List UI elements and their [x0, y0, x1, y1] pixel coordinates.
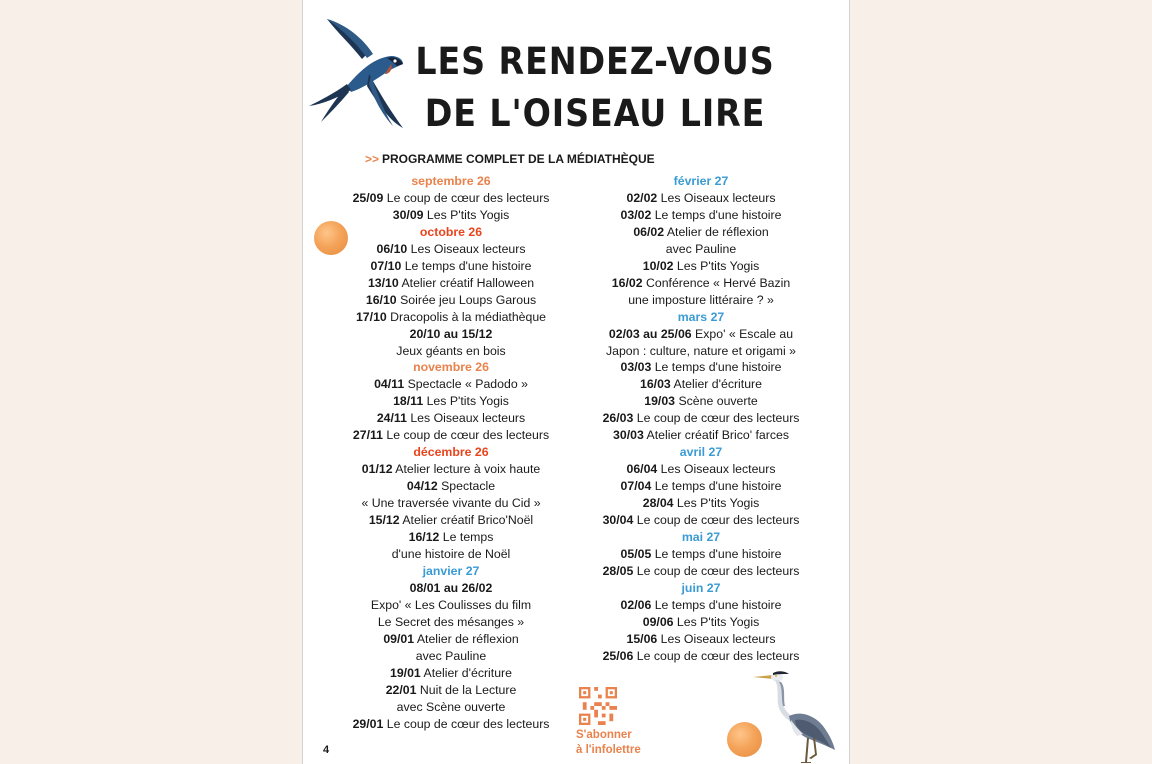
event-title: Le coup de cœur des lecteurs: [633, 513, 800, 528]
event-title: Expo' « Les Coulisses du film: [370, 597, 532, 612]
event-date: 25/06: [602, 648, 634, 663]
page-number: 4: [323, 744, 330, 756]
event-title: Le temps d'une histoire: [651, 207, 782, 222]
month-heading: février 27: [673, 174, 729, 188]
event-item: [576, 410, 826, 427]
event-date: 17/10: [355, 309, 387, 324]
event-date: 16/12: [408, 530, 440, 545]
event-title: Atelier créatif Brico'Noël: [399, 513, 534, 528]
event-item: [326, 275, 576, 292]
event-title: avec Pauline: [665, 241, 737, 256]
event-item: [326, 309, 576, 326]
event-item: [326, 682, 576, 699]
event-title: Le coup de cœur des lecteurs: [633, 563, 800, 578]
event-date: 02/02: [626, 190, 658, 205]
event-date: 30/09: [392, 207, 424, 222]
event-item: [576, 292, 826, 309]
event-date: 06/02: [633, 224, 665, 239]
month-heading: novembre 26: [413, 360, 489, 375]
event-title: Spectacle « Padodo »: [404, 377, 528, 392]
subscribe-line-1: S'abonner: [576, 729, 632, 741]
event-item: [326, 529, 576, 546]
month-heading: septembre 26: [411, 174, 491, 188]
event-date: 07/04: [620, 479, 652, 494]
event-item: [576, 427, 826, 444]
event-title: Conférence « Hervé Bazin: [642, 275, 791, 290]
event-item: [326, 376, 576, 393]
event-title: Soirée jeu Loups Garous: [396, 292, 537, 307]
event-title: Atelier créatif Halloween: [398, 275, 535, 290]
event-title: Atelier d'écriture: [670, 377, 762, 392]
event-title: Les P'tits Yogis: [423, 394, 509, 409]
event-title: Atelier de réflexion: [664, 224, 769, 239]
arrows-icon: >>: [365, 152, 380, 166]
event-title: Atelier de réflexion: [414, 631, 519, 646]
event-item: [326, 461, 576, 478]
event-item: [576, 512, 826, 529]
month-heading: janvier 27: [422, 563, 480, 578]
event-title: Atelier d'écriture: [420, 665, 512, 680]
month-heading: juin 27: [681, 580, 721, 595]
event-item: [326, 478, 576, 495]
event-date: 18/11: [393, 394, 424, 409]
event-date: 19/01: [390, 665, 421, 680]
event-item: [576, 393, 826, 410]
event-item: [576, 275, 826, 292]
event-date: 16/03: [640, 377, 671, 392]
event-item: [576, 207, 826, 224]
event-item: [326, 580, 576, 597]
event-date: 02/03 au 25/06: [608, 326, 692, 341]
event-title: Les Oiseaux lecteurs: [657, 462, 776, 477]
event-item: [326, 190, 576, 207]
event-item: [576, 631, 826, 648]
event-title: Spectacle: [437, 479, 496, 494]
swallow-illustration: [307, 14, 407, 132]
event-title: Le Secret des mésanges »: [377, 614, 525, 629]
event-date: 19/03: [644, 394, 676, 409]
event-item: [576, 461, 826, 478]
event-date: 16/10: [365, 292, 397, 307]
event-item: [576, 224, 826, 241]
event-title: Le temps d'une histoire: [651, 479, 782, 494]
event-date: 27/11: [352, 428, 383, 443]
event-date: 02/06: [620, 597, 652, 612]
schedule-column-right: [576, 173, 826, 665]
event-date: 25/09: [352, 190, 384, 205]
month-heading: décembre 26: [413, 445, 489, 460]
event-item: [576, 258, 826, 275]
event-item: [576, 241, 826, 258]
subtitle-text: PROGRAMME COMPLET DE LA MÉDIATHÈQUE: [382, 152, 655, 166]
event-title: avec Pauline: [415, 648, 487, 663]
event-item: [326, 393, 576, 410]
event-date: 06/10: [376, 241, 408, 256]
brochure-page: [302, 0, 850, 764]
event-item: [326, 546, 576, 563]
event-date: 26/03: [602, 411, 634, 426]
event-title: Le temps d'une histoire: [651, 597, 782, 612]
event-title: Les P'tits Yogis: [673, 258, 760, 273]
event-item: [576, 546, 826, 563]
event-date: 30/03: [613, 428, 644, 443]
event-date: 24/11: [376, 411, 407, 426]
event-title: Expo' « Escale au: [691, 326, 794, 341]
event-item: [576, 478, 826, 495]
event-title: Le temps d'une histoire: [401, 258, 532, 273]
event-date: 30/04: [602, 513, 634, 528]
event-item: [326, 410, 576, 427]
event-item: [576, 343, 826, 360]
event-title: Les Oiseaux lecteurs: [657, 631, 776, 646]
event-date: 10/02: [642, 258, 674, 273]
event-title: une imposture littéraire ? »: [628, 292, 774, 307]
event-date: 03/02: [620, 207, 652, 222]
event-date: 03/03: [620, 360, 652, 375]
event-title: Nuit de la Lecture: [416, 682, 517, 697]
subscribe-line-2: à l'infolettre: [576, 744, 641, 756]
event-title: d'une histoire de Noël: [391, 546, 511, 561]
event-item: [576, 648, 826, 665]
event-date: 04/11: [374, 377, 405, 392]
event-title: Les P'tits Yogis: [673, 614, 760, 629]
event-title: Le coup de cœur des lecteurs: [633, 648, 800, 663]
event-date: 28/05: [602, 563, 634, 578]
event-item: [576, 495, 826, 512]
event-title: Les P'tits Yogis: [673, 496, 760, 511]
event-title: Les P'tits Yogis: [423, 207, 510, 222]
event-item: [576, 326, 826, 343]
event-date: 08/01 au 26/02: [409, 580, 493, 595]
event-item: [326, 427, 576, 444]
event-title: Le temps d'une histoire: [651, 360, 782, 375]
event-title: Les Oiseaux lecteurs: [406, 411, 526, 426]
event-date: 29/01: [352, 716, 384, 731]
event-item: [576, 614, 826, 631]
event-item: [326, 326, 576, 343]
event-date: 05/05: [620, 546, 652, 561]
event-title: « Une traversée vivante du Cid »: [361, 496, 541, 511]
event-title: Scène ouverte: [675, 394, 758, 409]
event-item: [326, 512, 576, 529]
event-title: Le coup de cœur des lecteurs: [383, 716, 550, 731]
month-heading: avril 27: [679, 445, 723, 460]
programme-subtitle: [365, 152, 655, 166]
event-date: 09/06: [642, 614, 674, 629]
event-title: Le temps d'une histoire: [651, 546, 782, 561]
event-date: 06/04: [626, 462, 658, 477]
event-date: 04/12: [406, 479, 438, 494]
event-date: 28/04: [642, 496, 674, 511]
event-title: Les Oiseaux lecteurs: [657, 190, 776, 205]
event-item: [576, 359, 826, 376]
event-item: [326, 241, 576, 258]
event-title: Les Oiseaux lecteurs: [407, 241, 526, 256]
event-item: [326, 614, 576, 631]
event-date: 20/10 au 15/12: [409, 326, 493, 341]
event-title: Japon : culture, nature et origami »: [605, 343, 797, 358]
event-item: [326, 292, 576, 309]
event-date: 15/12: [368, 513, 400, 528]
event-title: Atelier créatif Brico' farces: [643, 428, 789, 443]
event-item: [576, 563, 826, 580]
event-date: 07/10: [370, 258, 402, 273]
event-item: [326, 343, 576, 360]
event-item: [576, 190, 826, 207]
event-title: avec Scène ouverte: [396, 699, 506, 714]
event-title: Le temps: [439, 530, 494, 545]
event-item: [326, 631, 576, 648]
event-item: [576, 597, 826, 614]
month-heading: mars 27: [677, 309, 725, 324]
event-item: [326, 665, 576, 682]
event-date: 22/01: [385, 682, 417, 697]
event-title: Le coup de cœur des lecteurs: [633, 411, 800, 426]
event-date: 09/01: [383, 631, 415, 646]
event-date: 15/06: [626, 631, 658, 646]
event-date: 16/02: [611, 275, 643, 290]
newsletter-subscribe-link[interactable]: [576, 728, 641, 758]
event-date: 13/10: [367, 275, 399, 290]
event-title: Atelier lecture à voix haute: [392, 462, 541, 477]
event-item: [576, 376, 826, 393]
event-title: Dracopolis à la médiathèque: [386, 309, 547, 324]
title-line-1: LES RENDEZ-VOUS: [415, 40, 775, 83]
event-item: [326, 699, 576, 716]
event-item: [326, 597, 576, 614]
qr-code[interactable]: [578, 687, 618, 725]
heron-illustration: [751, 668, 837, 764]
event-title: Le coup de cœur des lecteurs: [383, 428, 550, 443]
schedule-column-left: [326, 173, 576, 732]
month-heading: mai 27: [681, 530, 721, 545]
event-date: 01/12: [361, 462, 393, 477]
event-title: Jeux géants en bois: [396, 343, 506, 358]
event-item: [326, 258, 576, 275]
event-item: [326, 207, 576, 224]
title-line-2: DE L'OISEAU LIRE: [424, 92, 766, 135]
event-title: Le coup de cœur des lecteurs: [383, 190, 550, 205]
event-item: [326, 648, 576, 665]
event-item: [326, 716, 576, 733]
event-item: [326, 495, 576, 512]
month-heading: octobre 26: [419, 224, 483, 239]
